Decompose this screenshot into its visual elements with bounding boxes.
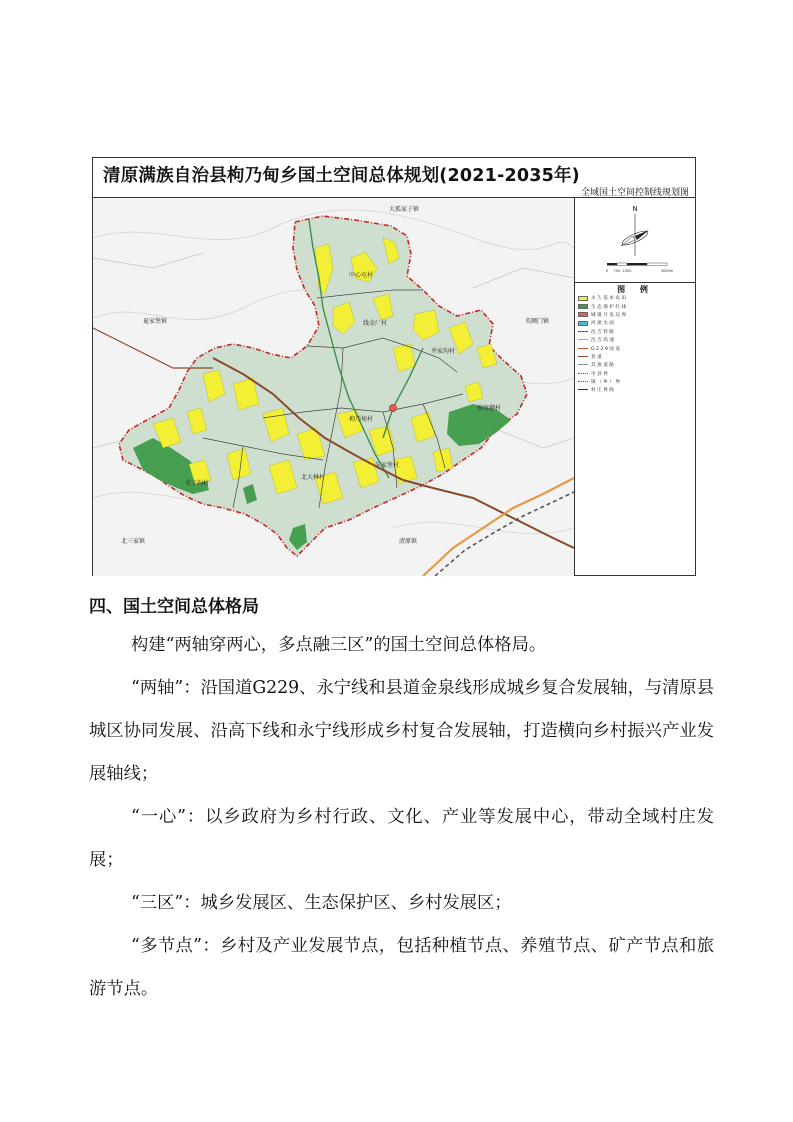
legend-label: 永久基本农田 [591,296,628,302]
legend-swatch-icon [578,321,588,326]
legend-label: 城镇开发边界 [591,312,628,318]
map-place-label: 侯窝棚村 [477,405,502,412]
legend-item [578,311,696,319]
map-canvas [93,198,574,576]
legend-swatch-icon [578,312,588,317]
legend-label: 其他道路 [591,363,616,369]
map-place-label: 北三家镇 [121,538,146,545]
map-place-label: 朱家堡村 [375,462,400,469]
section-heading: 四、国土空间总体格局 [89,597,259,617]
map-place-label: 井家沟村 [431,348,456,355]
legend-label: 村庄界线 [591,388,616,394]
legend-swatch-icon [578,331,588,333]
legend-title: 图 例 [617,285,654,294]
paragraph: “多节点”：乡村及产业发展节点，包括种植节点、养殖节点、矿产节点和旅游节点。 [89,936,714,999]
legend-item [578,370,696,378]
scale-unit: 3000m [660,269,674,273]
scale-label: 0 [605,269,609,273]
map-place-label: 线金厂村 [363,320,388,327]
legend-item [578,361,696,369]
legend-swatch-icon [578,339,588,341]
legend-swatch-icon [578,364,588,366]
legend-item [578,302,696,310]
legend-label: 河流水面 [591,321,616,327]
paragraph: “两轴”：沿国道G229、永宁线和县道金泉线形成城乡复合发展轴，与清原县城区协同发展、沿高下线和永宁线形成乡村复合发展轴，打造横向乡村振兴产业发展轴线； [89,678,714,784]
map-place-label: 夏家堡镇 [143,318,168,325]
legend-label: 市县界 [591,371,610,377]
legend-label: G229国道 [591,346,622,352]
legend-item [578,353,696,361]
legend-label: 沈吉高速 [591,338,616,344]
legend-swatch-icon [578,389,588,391]
scale-label: 750 [613,269,621,273]
legend [575,282,696,394]
map-place-label: 清原镇 [399,538,418,545]
legend-label: 沈吉铁路 [591,329,616,335]
paragraph: “一心”：以乡政府为乡村行政、文化、产业等发展中心，带动全域村庄发展； [89,807,714,870]
legend-label: 县道 [591,354,604,360]
township-seat-marker [390,405,397,412]
map-place-label: 北大林村 [301,474,326,481]
legend-swatch-icon [578,373,588,375]
legend-item [578,378,696,386]
map-figure [92,157,696,576]
scale-label: 1500 [622,269,632,273]
legend-label: 生态保护红线 [591,304,628,310]
legend-swatch-icon [578,304,588,309]
legend-item [578,386,696,394]
map-graphic [93,198,574,576]
legend-list [575,294,696,398]
legend-swatch-icon [578,356,588,358]
map-place-label: 英额门镇 [525,318,550,325]
legend-item [578,344,696,352]
paragraph: 构建“两轴穿两心，多点融三区”的国土空间总体格局。 [131,635,547,655]
legend-item [578,328,696,336]
legend-swatch-icon [578,381,588,383]
compass-and-scale [575,198,696,283]
legend-item [578,294,696,302]
map-subtitle: 全域国土空间控制线规划图 [580,188,689,198]
legend-swatch-icon [578,348,588,350]
map-title: 清原满族自治县枸乃甸乡国土空间总体规划(2021-2035年) [103,166,580,186]
paragraph: “三区”：城乡发展区、生态保护区、乡村发展区； [131,893,512,913]
legend-label: 镇（乡）界 [591,380,622,386]
north-arrow-icon [575,198,696,282]
scale-bar [607,263,667,266]
map-place-label: 屯子沟村 [185,480,210,487]
map-side-panel [574,198,696,575]
map-place-label: 大孤家子镇 [389,206,420,213]
compass-letter: N [632,205,638,213]
map-place-label: 中心屯村 [349,272,374,279]
legend-item [578,336,696,344]
map-place-label: 枸乃甸村 [349,416,374,423]
legend-item [578,319,696,327]
legend-swatch-icon [578,296,588,301]
